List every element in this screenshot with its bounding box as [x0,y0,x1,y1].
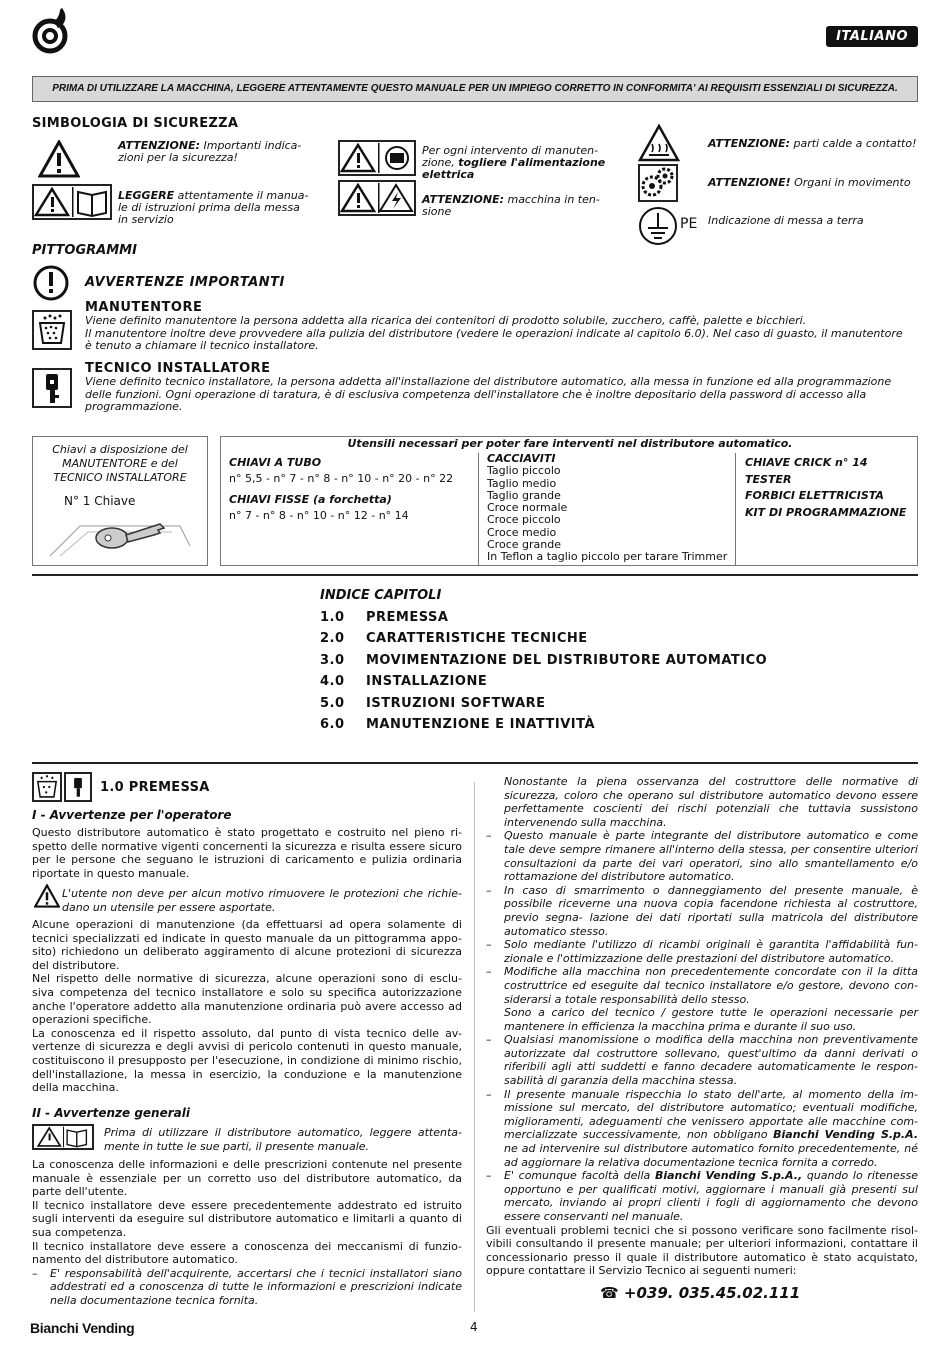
important-icon [32,264,70,302]
right-column [486,775,918,1278]
technician-key-icon [32,368,72,408]
list-item: – Modifiche alla macchina non precedentemente concordate con il la ditta costruttrice ed eseguite dal tecnico installatore e/o gestore, devono con- siderarsi a totale responsabilità dello stesso. [486,965,918,1006]
technician-title: TECNICO INSTALLATORE [85,361,271,376]
symbol-moving-text: ATTENZIONE! Organi in movimento [708,176,911,189]
toc-title: INDICE CAPITOLI [320,588,442,603]
paragraph: Sono a carico del tecnico / gestore tutte le operazioni necessarie per mantenere in efficienza la macchina prima e durante il suo uso. [504,1006,918,1033]
screwdriver-item: In Teflon a taglio piccolo per tarare Trimmer [487,550,728,564]
tools-box [220,436,918,566]
keys-line-1: Chiavi a disposizione del [52,443,188,456]
screwdriver-item: Croce piccolo [487,513,561,527]
unplug-icon [338,140,416,176]
page-number: 4 [470,1320,478,1334]
list-item: – Il presente manuale rispecchia lo stato dell'arte, al momento della im- missione sul mercato, del distributore automatico; eventuali modifiche, miglioramenti, adeguamenti che venissero apportate alle macchine com- mercializzate successivamente, non obbligano Bianchi Vending S.p.A. ne ad intervenire sul distributore automatico fornito precedentemente, né ad aggiornare la relativa documentazione tecnica fornita a corredo. [486,1087,919,1169]
other-tools-list [745,455,915,521]
key-count: N° 1 Chiave [64,494,136,508]
read-manual-small-icon [32,1124,94,1150]
premessa-title: 1.0 PREMESSA [100,780,210,795]
fixed-wrench-sizes: n° 7 - n° 8 - n° 10 - n° 12 - n° 14 [229,508,409,522]
symbol-hot-text: ATTENZIONE: parti calde a contatto! [708,137,917,150]
screwdriver-item: Taglio grande [487,488,561,502]
operator-warnings-title: I - Avvertenze per l'operatore [32,808,232,822]
paragraph: Il tecnico installatore deve essere a conoscenza dei meccanismi di funzio- namento del distributore automatico. [32,1239,462,1267]
list-item: – Solo mediante l'utilizzo di ricambi originali è garantita l'affidabilità fun- zionale e l'ottimizzazione delle prestazioni del distributore automatico. [486,938,918,965]
read-manual-icon [32,184,112,220]
maintainer-icon [32,310,72,350]
left-column-middle [32,918,462,1095]
maintainer-description: Viene definito manutentore la persona addetta alla ricarica dei contenitori di prodotto solubile, zucchero, caffè, palette e bicchieri. Il manutentore inoltre deve provvedere alla pulizia del distributore (vedere le operazioni indicate al capitolo 6.0). Nel caso di guasto, il manutentore è tenuto a chiamare il tecnico installatore. [85,314,903,352]
other-tool-item: CHIAVE CRICK n° 14 [745,456,868,469]
other-tool-item: TESTER [745,472,792,486]
toc-item[interactable]: 6.0 MANUTENZIONE E INATTIVITÀ [320,717,596,732]
tools-divider-1 [478,453,479,565]
screwdriver-title: CACCIAVITI [487,452,556,465]
general-warnings-title: II - Avvertenze generali [32,1106,190,1120]
paragraph: Nel rispetto delle normative di sicurezza, alcune operazioni sono di esclu- siva competenza del tecnico installatore e solo su specifica autorizzazione anche l'operatore addetto alla manutenzione ordinaria può avere accesso ad operazioni specifiche. [32,972,462,1027]
maintainer-title: MANUTENTORE [85,300,203,315]
divider-middle [32,762,918,764]
toc-item[interactable]: 5.0 ISTRUZIONI SOFTWARE [320,696,546,711]
paragraph: Questo distributore automatico è stato progettato e costruito nel pieno ri- spetto delle normative vigenti concernenti la sicurezza e risulta essere sicuro per le persone che seguano le istruzioni di caricamento e pulizia ordinaria riportate in questo manuale. [32,826,462,880]
list-item: – In caso di smarrimento o danneggiamento del presente manuale, è possibile riceverne una nuova copia facendone richiesta al costruttore, previo segna- lazione dei dati riportati sulla matricola del distributore automatico stesso. [486,883,918,938]
divider-top [32,574,918,576]
screwdriver-item: Croce normale [487,501,568,515]
symbol-ground-text: Indicazione di messa a terra [708,214,864,227]
tools-title: Utensili necessari per poter fare interventi nel distributore automatico. [347,437,793,450]
screwdriver-item: Taglio piccolo [487,464,561,478]
pictograms-title: PITTOGRAMMI [32,243,137,258]
screwdriver-list [487,453,737,564]
service-phone: ☎ +039. 035.45.02.111 [600,1284,801,1302]
symbol-voltage-text: ATTENZIONE: macchina in ten- sione [422,193,600,218]
left-column-bottom [32,1158,462,1308]
technician-description: Viene definito tecnico installatore, la persona addetta all'installazione del distributore automatico, alla messa in funzione ed alla programmazione delle funzioni. Ogni operazione di taratura, è di esclusiva competenza dell'installatore che è inoltre depositario della password di accesso alla programmazione. [85,375,892,413]
list-item: – Questo manuale è parte integrante del distributore automatico e come tale deve sempre rimanere all'interno della stessa, per consentire ulteriori consultazioni da parte dei vari operatori, sino allo smantellamento e/o rottamazione del distributore automatico. [486,829,918,884]
screwdriver-item: Taglio medio [487,476,557,490]
tools-divider-2 [735,453,736,565]
phone-icon: ☎ [600,1284,624,1302]
symbol-unplug-text: Per ogni intervento di manuten- zione, togliere l'alimentazione elettrica [422,144,606,181]
keys-line-3: TECNICO INSTALLATORE [53,471,187,484]
toc-item[interactable]: 3.0 MOVIMENTAZIONE DEL DISTRIBUTORE AUTOMATICO [320,653,768,668]
paragraph: Alcune operazioni di manutenzione (da effettuarsi ad opera solamente di tecnici specializzati ed indicate in questo manuale da un pittogramma appo- sito) richiedono un deliberato aggiramento di alcune protezioni di sicurezza del distributore. [32,918,462,972]
paragraph: La conoscenza delle informazioni e delle prescrizioni contenute nel presente manuale è essenziale per un corretto uso del distributore automatico, da parte dell'utente. [32,1158,462,1199]
list-item: – E' responsabilità dell'acquirente, accertarsi che i tecnici installatori siano addestrati ed a conoscenza di tutte le informazioni e prescrizioni indicate nella documentazione tecnica fornita. [32,1266,462,1307]
gears-icon [638,164,678,202]
left-column-top [32,826,462,880]
list-item: – E' comunque facoltà della Bianchi Vending S.p.A., quando lo ritenesse opportuno e per qualificati motivi, aggiornare i manuali già presenti sul mercato, inviando ai propri clienti i fogli di aggiornamento che devono essere conservanti nel manuale. [486,1169,918,1223]
screwdriver-item: Croce medio [487,525,557,539]
remove-protection-warning: L'utente non deve per alcun motivo rimuovere le protezioni che richie- dano un utensile per essere asportate. [62,887,462,914]
key-illustration-icon [40,506,200,562]
footer-brand: Bianchi Vending [30,1320,135,1336]
fixed-wrench-title: CHIAVI FISSE (a forchetta) [229,492,392,506]
paragraph: La conoscenza ed il rispetto assoluto, dal punto di vista tecnico delle av- vertenze di sicurezza e degli avvisi di pericolo contenuti in questo manuale, costituiscono il presupposto per l'esecuzione, in condizione di minimo rischio, dell'installazione, la messa in esercizio, la conduzione e la manutenzione della macchina. [32,1026,462,1095]
electric-hazard-icon [338,180,416,216]
other-tool-item: KIT DI PROGRAMMAZIONE [745,505,907,519]
tube-wrench-title: CHIAVI A TUBO [229,456,322,469]
safety-title: SIMBOLOGIA DI SICUREZZA [32,116,239,131]
language-badge: ITALIANO [826,26,918,47]
keys-line-2: MANUTENTORE e del [62,457,178,470]
screwdriver-item: Croce grande [487,538,561,552]
other-tool-item: FORBICI ELETTRICISTA [745,489,884,502]
safety-banner: PRIMA DI UTILIZZARE LA MACCHINA, LEGGERE ATTENTAMENTE QUESTO MANUALE PER UN IMPIEGO CORRETTO IN CONFORMITA' AI REQUISITI ESSENZIALI DI SICUREZZA. [32,76,918,102]
paragraph: Nonostante la piena osservanza del costruttore delle normative di sicurezza, coloro che operano sul distributore automatico devono essere perfettamente coscienti dei rischi potenziali che tuttavia sussistono intervenendo sulla macchina. [504,775,918,829]
list-item: – Qualsiasi manomissione o modifica della macchina non preventivamente autorizzate dal costruttore sollevano, quest'ultimo da danni derivati o riferibili agli atti suddetti e fanno decadere automaticamente le respon- sabilità di garanzia della macchina stessa. [486,1033,918,1088]
symbol-attention-text: ATTENZIONE: Importanti indica- zioni per la sicurezza! [118,139,302,164]
symbol-read-text: LEGGERE attentamente il manua- le di istruzioni prima della messa in servizio [118,189,309,226]
important-title: AVVERTENZE IMPORTANTI [85,275,285,290]
wrench-list [229,457,479,522]
warning-small-icon [34,884,60,908]
paragraph: Il tecnico installatore deve essere precedentemente addestrato ed istruito sugli interventi da eseguire sul distributore automatico e limitarli a quanto di sua competenza. [32,1198,462,1239]
paragraph: Gli eventuali problemi tecnici che si possono verificare sono facilmente risol- vibili consultando il presente manuale; per ulteriori informazioni, contattare il concessionario presso il quale il distributore automatico è stato acquistato, oppure contattare il Servizio Tecnico ai seguenti numeri: [486,1223,918,1278]
maintainer-small-icon [32,772,62,802]
read-manual-note: Prima di utilizzare il distributore automatico, leggere attenta- mente in tutte le sue parti, il presente manuale. [104,1126,462,1153]
tube-wrench-sizes: n° 5,5 - n° 7 - n° 8 - n° 10 - n° 20 - n° 22 [229,472,454,486]
warning-icon [38,140,80,178]
toc-item[interactable]: 4.0 INSTALLAZIONE [320,674,488,689]
pe-label: PE [680,216,698,232]
toc-item[interactable]: 2.0 CARATTERISTICHE TECNICHE [320,631,588,646]
ground-icon [638,206,678,246]
column-divider [474,782,475,1312]
toc-item[interactable]: 1.0 PREMESSA [320,610,449,625]
hot-surface-icon [638,124,680,162]
bianchi-logo-icon [32,8,70,54]
technician-small-icon [64,772,92,802]
